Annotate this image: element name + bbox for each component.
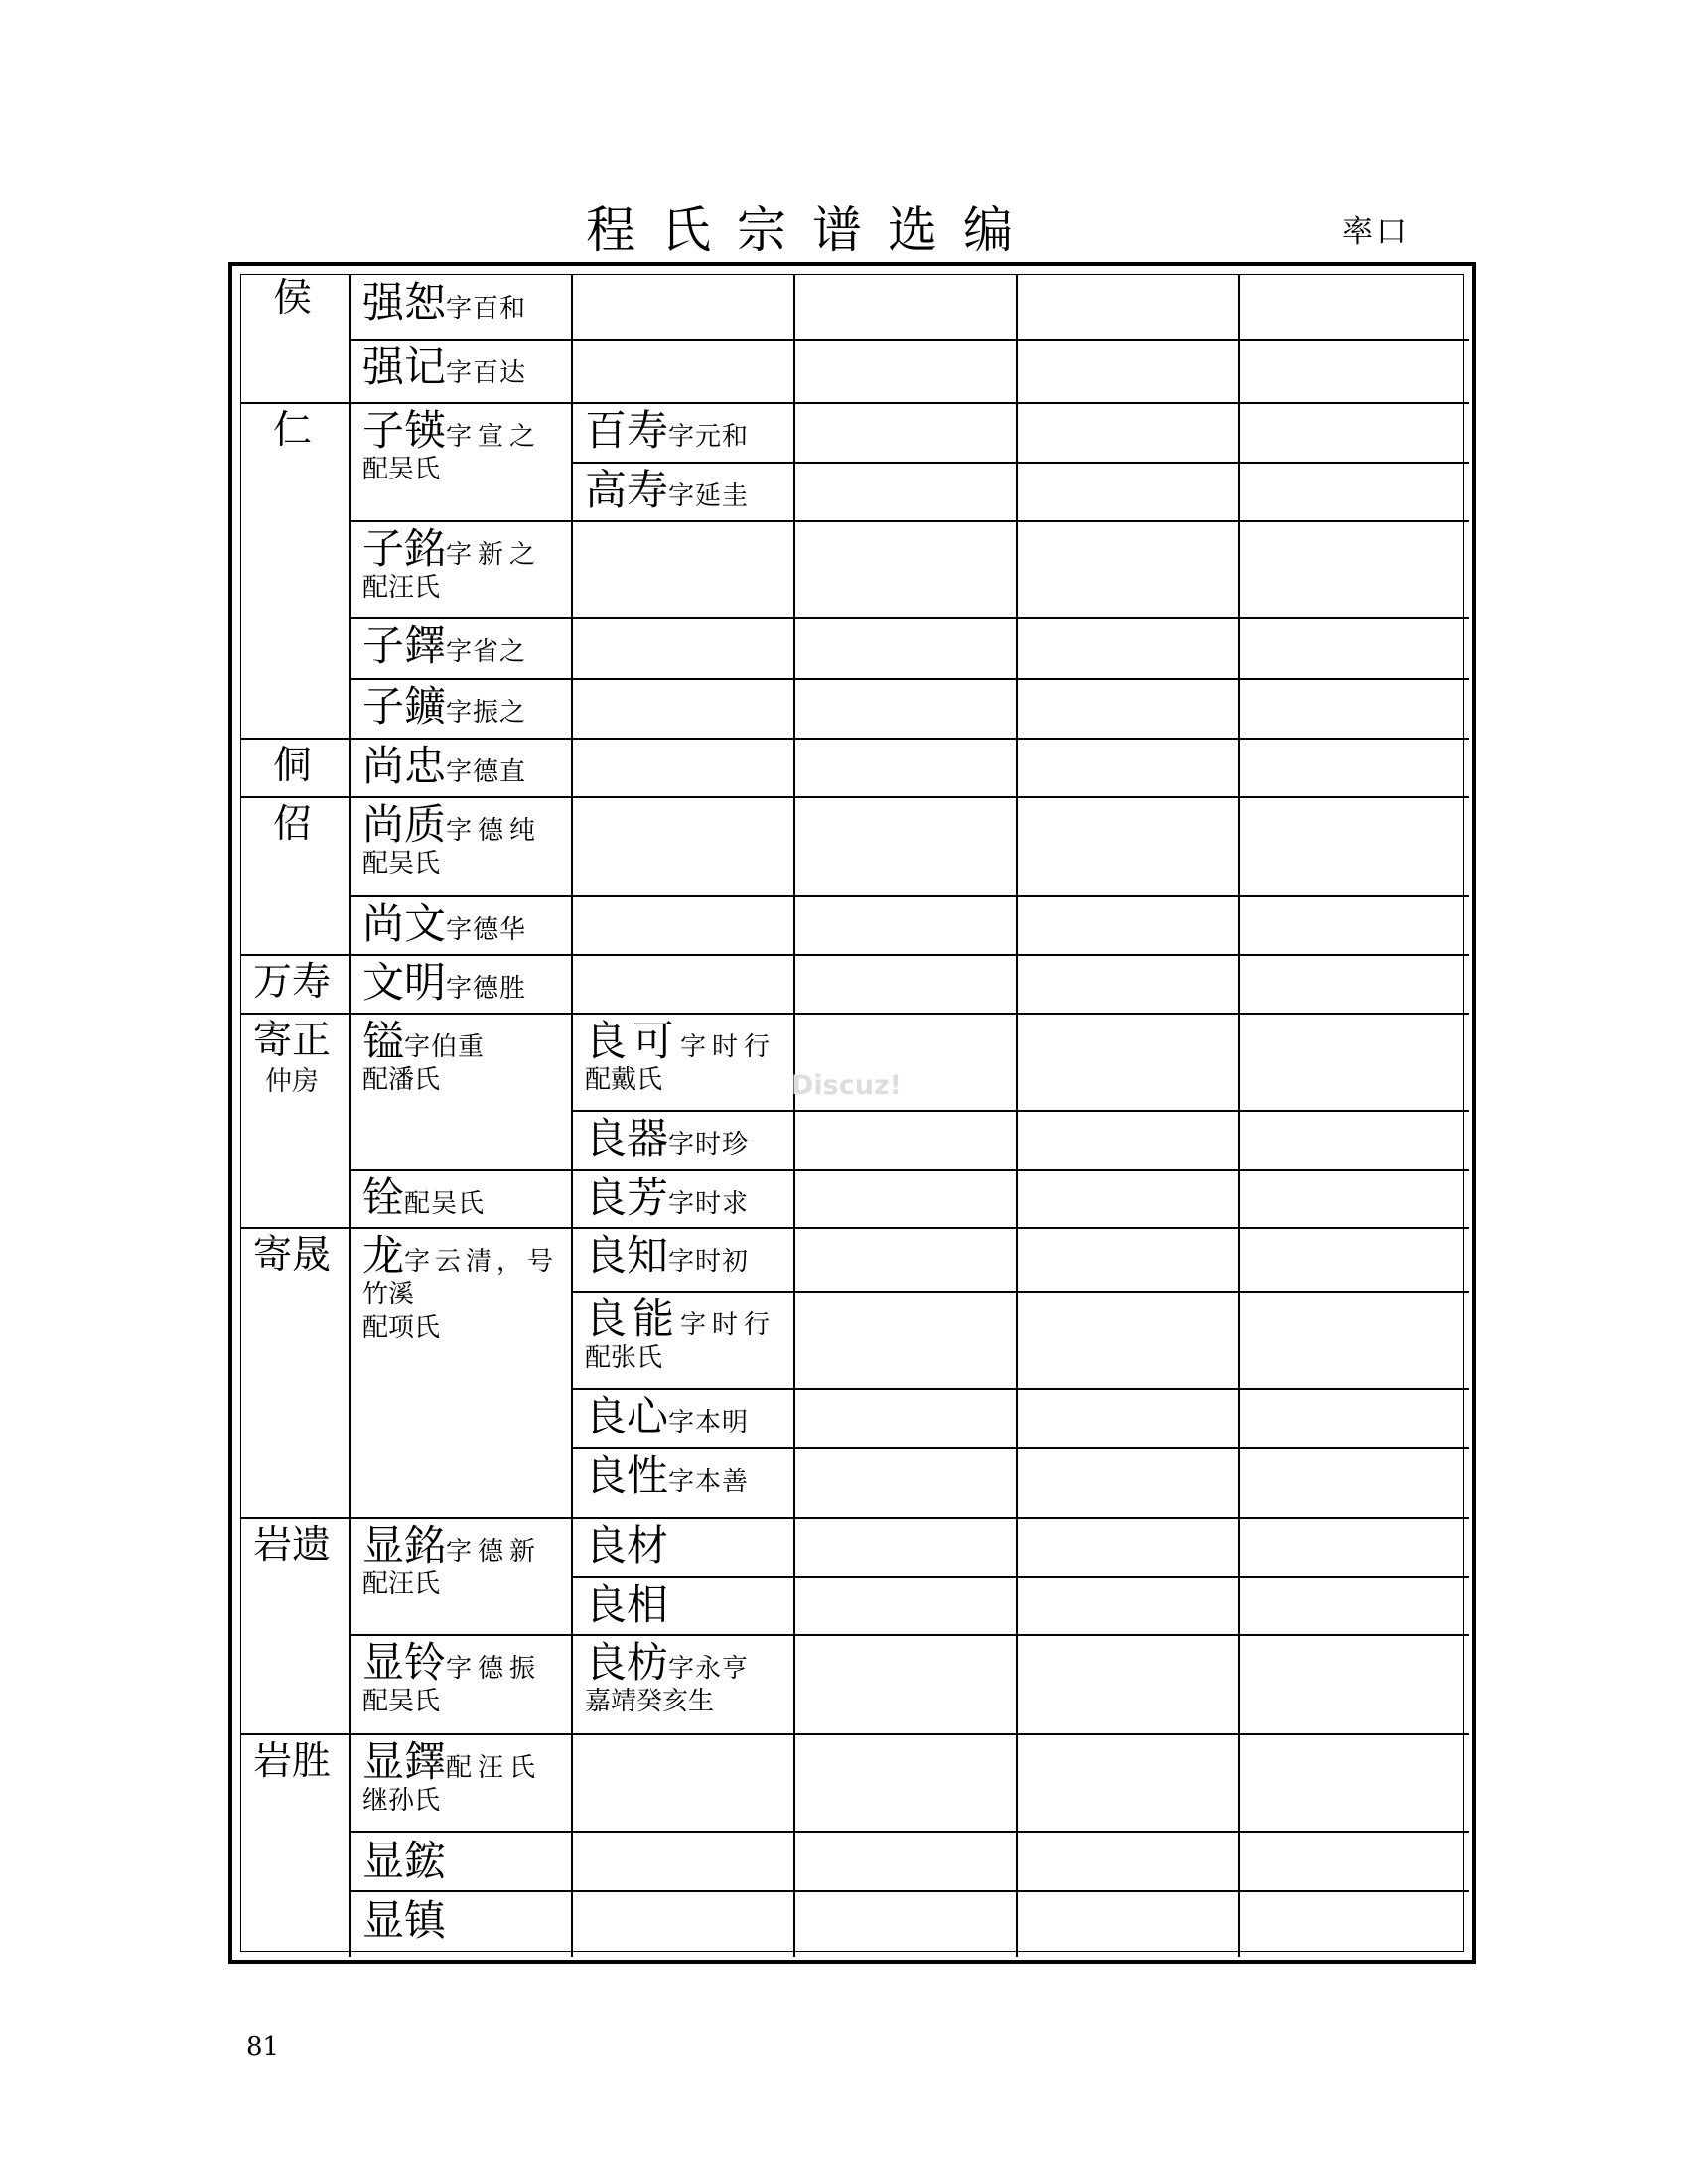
grandson-name: 良心 [585, 1392, 669, 1440]
son-name: 显銘 [362, 1521, 447, 1570]
grandson-note: 嘉靖癸亥生 [585, 1687, 715, 1716]
son-note: 竹溪 [362, 1280, 415, 1309]
watermark: Discuz! [791, 1070, 902, 1101]
son-name: 文明 [362, 958, 447, 1007]
son-zi: 字德直 [446, 757, 527, 787]
grandson-entry [585, 1231, 750, 1287]
grandson-entry [585, 1173, 750, 1229]
grandson-entry [585, 466, 750, 521]
grandson-zi: 字永亨 [668, 1654, 750, 1684]
generation-name: 侗 [273, 744, 313, 788]
son-note: 配汪氏 [362, 1570, 441, 1599]
son-entry [362, 342, 527, 398]
son-name: 子锳 [362, 406, 447, 455]
generation-name: 岩胜 [253, 1739, 332, 1784]
son-name: 显鐸 [362, 1737, 447, 1786]
grandson-note: 配张氏 [585, 1343, 663, 1373]
genealogy-table [228, 262, 1476, 1964]
page-title: 程氏宗谱选编 [586, 202, 1039, 259]
son-name: 龙 [362, 1231, 405, 1280]
grandson-zi: 字本善 [668, 1467, 750, 1497]
son-note: 配汪氏 [362, 573, 441, 603]
generation-name: 寄晟 [253, 1233, 332, 1278]
son-zi: 字百达 [446, 358, 527, 388]
son-zi: 字云清，号 [404, 1247, 559, 1277]
son-zi: 字百和 [446, 294, 527, 324]
son-note: 继孙氏 [362, 1786, 441, 1816]
grandson-zi: 字延圭 [668, 481, 750, 511]
son-entry [362, 899, 527, 955]
son-name: 子鑛 [362, 682, 447, 731]
grandson-zi: 字本明 [668, 1408, 750, 1437]
son-name: 强记 [362, 342, 447, 391]
son-zi: 字新之 [446, 540, 542, 570]
son-name: 铨 [362, 1173, 405, 1222]
son-note: 配吴氏 [362, 1687, 441, 1716]
grandson-name: 良器 [585, 1114, 669, 1162]
son-name: 显鋐 [362, 1837, 447, 1885]
generation-name: 侯 [273, 276, 313, 321]
grandson-zi: 字元和 [668, 422, 750, 452]
grandson-entry [585, 406, 750, 462]
son-zi: 字伯重 [404, 1032, 486, 1062]
grandson-name: 良知 [585, 1231, 669, 1280]
grandson-entry [585, 1114, 750, 1169]
son-zi: 字德华 [446, 915, 527, 945]
grandson-zi: 字时初 [668, 1247, 750, 1277]
son-zi: 字德纯 [446, 816, 542, 846]
grandson-name: 良可 [585, 1017, 681, 1065]
grandson-name: 良相 [585, 1580, 669, 1629]
generation-name: 岩遗 [253, 1523, 332, 1568]
grandson-zi: 字时珍 [668, 1130, 750, 1160]
grandson-entry [585, 1521, 669, 1576]
generation-name: 仁 [273, 408, 313, 453]
son-entry [362, 742, 527, 797]
son-entry [362, 278, 527, 334]
son-name: 尚文 [362, 899, 447, 948]
son-entry [362, 621, 527, 677]
grandson-name: 百寿 [585, 406, 669, 455]
son-entry [362, 1173, 486, 1229]
son-name: 强恕 [362, 278, 447, 327]
generation-name: 万寿 [253, 960, 332, 1005]
grandson-name: 良材 [585, 1521, 669, 1570]
son-zi: 字德新 [446, 1537, 542, 1567]
son-zi: 字德胜 [446, 974, 527, 1004]
son-note: 配吴氏 [362, 455, 441, 484]
son-name: 子銘 [362, 524, 447, 573]
son-note: 配吴氏 [362, 849, 441, 879]
son-zi: 配吴氏 [404, 1189, 486, 1219]
grandson-entry [585, 1580, 669, 1636]
place-label: 率口 [1342, 214, 1410, 250]
son-zi: 字宣之 [446, 422, 542, 452]
son-zi: 字省之 [446, 637, 527, 667]
son-name: 显镇 [362, 1896, 447, 1945]
son-name: 尚忠 [362, 742, 447, 790]
son-name: 尚质 [362, 800, 447, 849]
generation-note: 仲房 [265, 1066, 319, 1097]
grandson-zi: 字时行 [680, 1032, 776, 1062]
son-entry [362, 1837, 447, 1892]
grandson-entry [585, 1392, 750, 1447]
son-note: 配项氏 [362, 1313, 441, 1343]
generation-name: 寄正 [253, 1019, 332, 1063]
son-entry [362, 958, 527, 1014]
grandson-name: 高寿 [585, 466, 669, 514]
generation-name: 佋 [273, 802, 313, 847]
grandson-name: 良能 [585, 1295, 681, 1343]
son-zi: 字振之 [446, 698, 527, 728]
grandson-zi: 字时求 [668, 1189, 750, 1219]
grandson-name: 良芳 [585, 1173, 669, 1222]
grandson-entry [585, 1451, 750, 1507]
son-name: 镒 [362, 1017, 405, 1065]
son-note: 配潘氏 [362, 1065, 441, 1095]
son-entry [362, 682, 527, 738]
son-zi: 字德振 [446, 1654, 542, 1684]
genealogy-table-inner [240, 274, 1464, 1952]
grandson-name: 良性 [585, 1451, 669, 1500]
son-zi: 配汪氏 [446, 1753, 542, 1783]
grandson-note: 配戴氏 [585, 1065, 663, 1095]
son-entry [362, 1896, 447, 1952]
son-name: 子鐸 [362, 621, 447, 670]
son-name: 显铃 [362, 1638, 447, 1687]
page-number: 81 [246, 2032, 280, 2062]
grandson-zi: 字时行 [680, 1310, 776, 1340]
grandson-name: 良枋 [585, 1638, 669, 1687]
